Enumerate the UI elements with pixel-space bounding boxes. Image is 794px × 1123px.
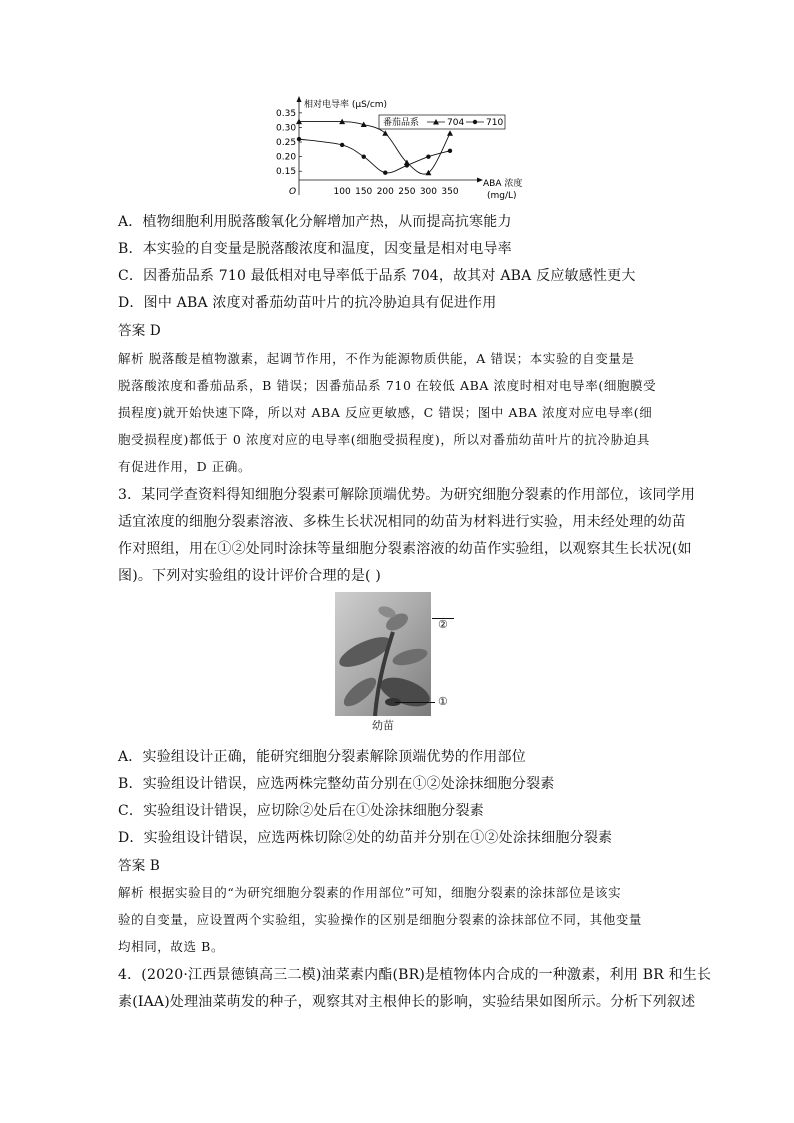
seedling-illustration <box>335 592 431 716</box>
q2-explanation-line-5: 有促进作用，D 正确。 <box>118 459 252 474</box>
chart-svg <box>275 95 525 205</box>
q3-option-a: A．实验组设计正确，能研究细胞分裂素解除顶端优势的作用部位 <box>118 749 526 765</box>
q2-explanation-line-3: 损程度)就开始快速下降，所以对 ABA 反应更敏感，C 错误；图中 ABA 浓度对应电导率(细 <box>118 405 653 420</box>
y-ticks <box>276 109 302 177</box>
y-tick-label: 0.25 <box>276 138 297 149</box>
x-tick-label: 300 <box>419 187 438 197</box>
q3-stem-line-3: 作对照组，用在①②处同时涂抹等量细胞分裂素溶液的幼苗作实验组，以观察其生长状况(如 <box>118 541 692 557</box>
q3-stem-line-2: 适宜浓度的细胞分裂素溶液、多株生长状况相同的幼苗为材料进行实验，用未经处理的幼苗 <box>118 514 686 530</box>
y-tick-label: 0.30 <box>276 123 297 134</box>
legend-title: 番茄品系 <box>383 118 420 128</box>
series-point-710 <box>405 163 409 167</box>
series-point-710 <box>448 149 452 153</box>
series-point-710 <box>340 143 344 147</box>
q4-stem-line-1: 4．(2020·江西景德镇高三二模)油菜素内酯(BR)是植物体内合成的一种激素，利用 BR 和生长 <box>118 967 712 983</box>
x-axis-unit: (mg/L) <box>487 191 517 201</box>
q2-explanation-line-4: 胞受损程度)都低于 0 浓度对应的电导率(细胞受损程度)，所以对番茄幼苗叶片的抗冷胁迫具 <box>118 432 650 447</box>
q3-explanation-line-3: 均相同，故选 B。 <box>118 939 225 954</box>
y-tick-label: 0.20 <box>276 152 297 163</box>
x-ticks <box>334 187 459 197</box>
q3-explanation-line-2: 验的自变量，应设置两个实验组，实验操作的区别是细胞分裂素的涂抹部位不同，其他变量 <box>118 912 643 927</box>
q2-option-c: C．因番茄品系 710 最低相对电导率低于品系 704，故其对 ABA 反应敏感性更大 <box>118 268 636 284</box>
conductivity-chart <box>275 95 525 205</box>
series-point-710 <box>362 154 366 158</box>
q3-option-c: C．实验组设计错误，应切除②处后在①处涂抹细胞分裂素 <box>118 803 484 819</box>
q2-explanation-line-1: 解析 脱落酸是植物激素，起调节作用，不作为能源物质供能，A 错误；本实验的自变量是 <box>118 351 635 366</box>
legend-label-710: 710 <box>486 118 504 128</box>
q2-option-d: D．图中 ABA 浓度对番茄幼苗叶片的抗冷胁迫具有促进作用 <box>118 295 497 311</box>
x-tick-label: 100 <box>333 187 351 197</box>
series-point-704 <box>447 130 453 136</box>
marker-top: ② <box>438 618 448 631</box>
x-tick-label: 150 <box>355 187 373 197</box>
q2-option-a: A．植物细胞利用脱落酸氧化分解增加产热，从而提高抗寒能力 <box>118 214 512 230</box>
q3-explanation-line-1: 解析 根据实验目的“为研究细胞分裂素的作用部位”可知，细胞分裂素的涂抹部位是该实 <box>118 885 622 900</box>
series-point-710 <box>297 137 301 141</box>
legend-label-704: 704 <box>447 118 465 128</box>
x-axis-label: ABA 浓度 <box>483 179 523 189</box>
y-tick-label: 0.15 <box>276 167 297 178</box>
seedling-photo <box>335 592 431 716</box>
q3-stem-line-1: 3．某同学查资料得知细胞分裂素可解除顶端优势。为研究细胞分裂素的作用部位，该同学用 <box>118 487 696 503</box>
x-tick-label: 350 <box>441 187 459 197</box>
series-point-710 <box>383 171 387 175</box>
q3-option-b: B．实验组设计错误，应选两株完整幼苗分别在①②处涂抹细胞分裂素 <box>118 776 555 792</box>
q3-stem-line-4: 图)。下列对实验组的设计评价合理的是( ) <box>118 568 382 584</box>
legend-marker-710 <box>473 120 477 124</box>
marker-bottom: ① <box>438 695 448 708</box>
q4-stem-line-2: 素(IAA)处理油菜萌发的种子，观察其对主根伸长的影响，实验结果如图所示。分析下列叙述 <box>118 994 696 1010</box>
x-tick-label: 200 <box>376 187 394 197</box>
photo-caption: 幼苗 <box>372 719 394 732</box>
origin-label: O <box>289 187 297 197</box>
marker-line-bottom <box>395 702 435 703</box>
q2-option-b: B．本实验的自变量是脱落酸浓度和温度，因变量是相对电导率 <box>118 241 512 257</box>
q2-answer: 答案 D <box>118 323 161 339</box>
y-axis-label: 相对电导率 (μS/cm) <box>304 100 388 110</box>
q3-option-d: D．实验组设计错误，应选两株切除②处的幼苗并分别在①②处涂抹细胞分裂素 <box>118 830 613 846</box>
series-point-710 <box>426 154 430 158</box>
q2-explanation-line-2: 脱落酸浓度和番茄品系，B 错误；因番茄品系 710 在较低 ABA 浓度时相对电导率(细胞膜受 <box>118 378 657 393</box>
seedling-figure <box>335 592 455 732</box>
x-tick-label: 250 <box>398 187 416 197</box>
q3-answer: 答案 B <box>118 858 161 874</box>
y-axis-arrow <box>297 96 302 102</box>
y-tick-label: 0.35 <box>276 108 297 119</box>
